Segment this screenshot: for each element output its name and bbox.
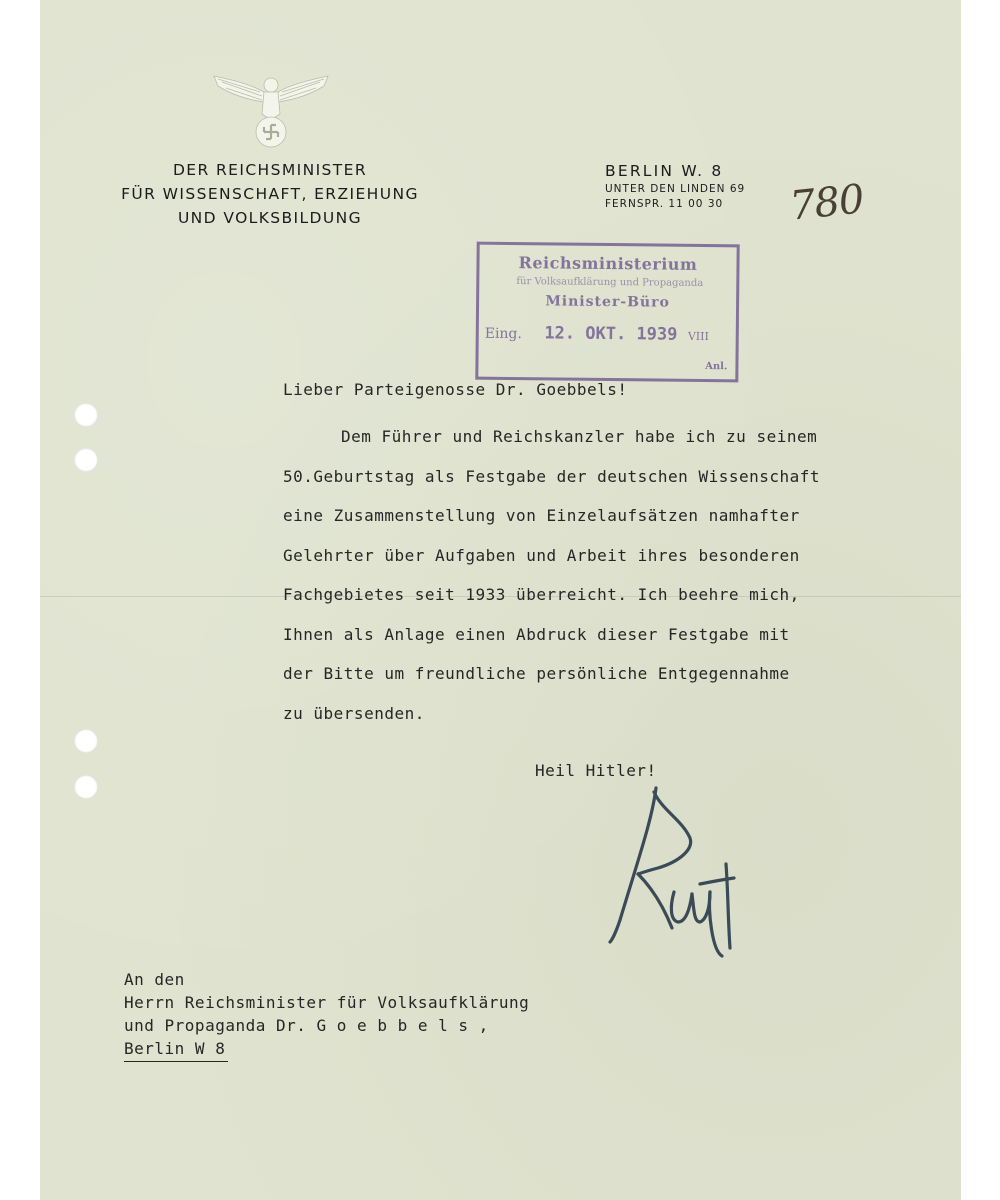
ministry-line: UND VOLKSBILDUNG [177, 209, 363, 227]
address-phone: FERNSPR. 11 00 30 [605, 198, 724, 210]
punch-hole [74, 775, 98, 799]
recipient-line: An den [124, 970, 185, 989]
body-line: Fachgebietes seit 1933 überreicht. Ich beehre mich, [283, 585, 800, 604]
stamp-office: Minister-Büro [545, 293, 670, 311]
closing: Heil Hitler! [535, 761, 657, 780]
ministry-letterhead [100, 158, 440, 230]
body-line: zu übersenden. [283, 703, 425, 723]
eagle-emblem-icon [212, 70, 330, 150]
stamp-ministry: Reichsministerium [518, 253, 698, 274]
salutation: Lieber Parteigenosse Dr. Goebbels! [283, 380, 628, 399]
letter-text [283, 378, 820, 733]
ministry-line: FÜR WISSENSCHAFT, ERZIEHUNG [121, 185, 419, 203]
body-line: Ihnen als Anlage einen Abdruck dieser Festgabe mit [283, 624, 790, 644]
body-line: der Bitte um freundliche persönliche Entgegennahme [283, 664, 790, 683]
punch-hole [74, 448, 98, 472]
received-stamp [475, 242, 739, 383]
recipient-line: Herrn Reichsminister für Volksaufklärung [124, 993, 530, 1012]
stamp-received-row [485, 323, 709, 345]
handwritten-file-number: 780 [787, 176, 866, 230]
address-city: BERLIN W. 8 [605, 162, 724, 180]
punch-hole [74, 403, 98, 427]
ministry-line: DER REICHSMINISTER [172, 161, 368, 179]
stamp-date: 12. OKT. 1939 [544, 323, 678, 345]
stamp-suffix: Anl. [705, 361, 728, 373]
letter-body [283, 417, 820, 733]
punch-hole [74, 729, 98, 753]
stamp-roman: VIII [687, 329, 709, 344]
stamp-received-label: Eing. [484, 325, 522, 343]
stamp-department: für Volksaufklärung und Propaganda [516, 276, 704, 290]
recipient-line: und Propaganda Dr. G o e b b e l s , [124, 1016, 489, 1035]
body-line: eine Zusammenstellung von Einzelaufsätzen namhafter [283, 506, 800, 525]
body-line: 50.Geburtstag als Festgabe der deutschen Wissenschaft [283, 466, 821, 486]
signature [598, 780, 748, 965]
address-street: UNTER DEN LINDEN 69 [605, 183, 746, 195]
body-line: Dem Führer und Reichskanzler habe ich zu seinem [341, 427, 818, 446]
recipient-city: Berlin W 8 [124, 1037, 228, 1062]
recipient-address [124, 968, 529, 1062]
body-line: Gelehrter über Aufgaben und Arbeit ihres besonderen [283, 545, 800, 565]
sender-address [605, 160, 745, 212]
